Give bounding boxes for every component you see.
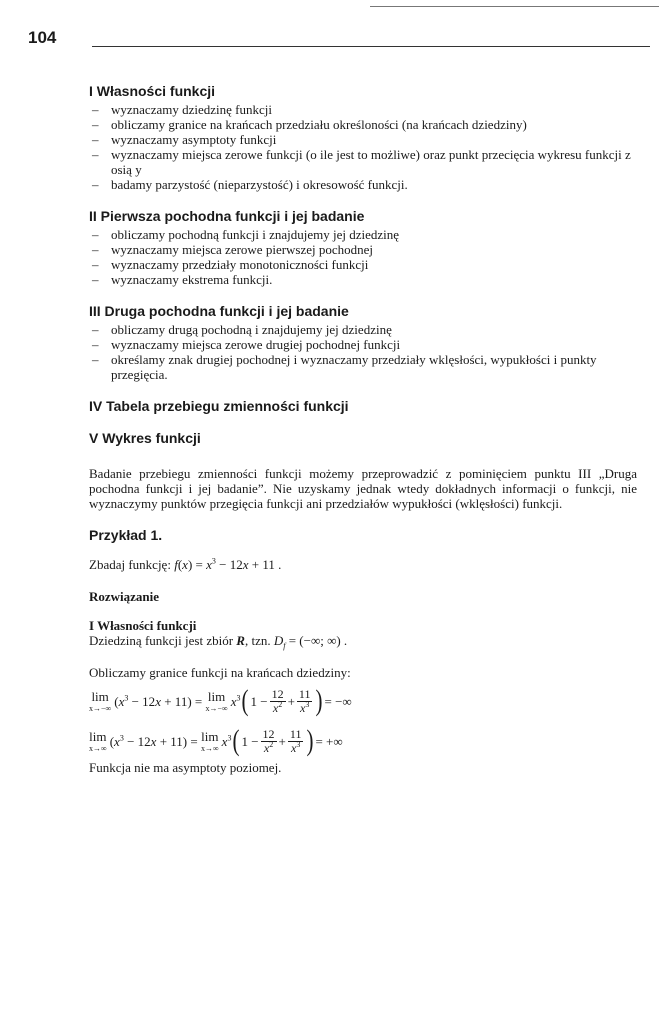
section-1-heading: I Własności funkcji [89, 83, 216, 99]
list-item: – wyznaczamy asymptoty funkcji [89, 132, 637, 147]
solution-subheading: I Własności funkcji [89, 618, 197, 633]
lim-operator: lim x→∞ [89, 728, 107, 753]
list-item: – wyznaczamy dziedzinę funkcji [89, 102, 637, 117]
note-paragraph: Badanie przebiegu zmienności funkcji możemy przeprowadzić z pominięciem punktu III „Druga pochodna funkcji i jej badanie”. Nie uzyskamy jednak wtedy dokładnych informacji o funkcji, nie wyznaczymy punktów przegięcia funkcji ani przedziałów wypukłości (wklęsłości) funkcji. [89, 466, 637, 511]
list-item: – wyznaczamy przedziały monotoniczności funkcji [89, 257, 637, 272]
example-heading: Przykład 1. [89, 527, 163, 543]
section-2-heading: II Pierwsza pochodna funkcji i jej badanie [89, 208, 365, 224]
list-item: – obliczamy drugą pochodną i znajdujemy jej dziedzinę [89, 322, 637, 337]
list-item: – wyznaczamy miejsca zerowe pierwszej pochodnej [89, 242, 637, 257]
fraction: $\frac{11}{x^3}$ [298, 686, 311, 715]
list-item: – określamy znak drugiej pochodnej i wyznaczamy przedziały wklęsłości, wypukłości i punkty przegięcia. [89, 352, 637, 382]
lim-operator: lim x→∞ [200, 728, 219, 753]
page-number: 104 [28, 28, 57, 47]
section-1-list [89, 102, 637, 192]
section-3-heading: III Druga pochodna funkcji i jej badanie [89, 303, 349, 319]
domain-set: R [236, 633, 245, 648]
list-item: – obliczamy granice na krańcach przedziału określoności (na krańcach dziedziny) [89, 117, 637, 132]
list-item: – wyznaczamy miejsca zerowe drugiej pochodnej funkcji [89, 337, 637, 352]
section-5-heading: V Wykres funkcji [89, 430, 201, 446]
domain-tzn: , tzn. [244, 633, 271, 648]
conclusion: Funkcja nie ma asymptoty poziomej. [89, 760, 282, 775]
section-3-list [89, 322, 637, 382]
limit-2-equation: lim x→∞ $(x^3 - 12x + 11)$ = lim x→∞ $x^3$ ( 1 − $\frac{12}{x^2}$ + $\frac{11}{x^3}$ ) = +∞ [89, 724, 343, 757]
limits-intro: Obliczamy granice funkcji na krańcach dziedziny: [89, 665, 351, 680]
solution-label: Rozwiązanie [89, 589, 160, 604]
fraction: $\frac{12}{x^2}$ [271, 686, 284, 715]
page-content [89, 84, 637, 775]
limit-1-result: = −∞ [324, 693, 352, 709]
domain-text: Dziedziną funkcji jest zbiór [89, 633, 234, 648]
task-text: Zbadaj funkcję: [89, 557, 171, 572]
list-item: – badamy parzystość (nieparzystość) i okresowość funkcji. [89, 177, 637, 192]
lim-operator: lim x→−∞ [89, 688, 112, 713]
domain-formula: $D_f$ = (−∞; ∞) . [273, 633, 348, 651]
list-item: – wyznaczamy ekstrema funkcji. [89, 272, 637, 287]
top-edge-rule [370, 6, 659, 7]
list-item: – wyznaczamy miejsca zerowe funkcji (o ile jest to możliwe) oraz punkt przecięcia wykresu funkcji z osią y [89, 147, 637, 177]
lim-operator: lim x→−∞ [205, 688, 228, 713]
task-formula: $f(x) = x^3 - 12x + 11$ . [174, 556, 282, 572]
fraction: $\frac{12}{x^2}$ [262, 726, 275, 755]
section-4-heading: IV Tabela przebiegu zmienności funkcji [89, 398, 349, 414]
limit-1-equation: lim x→−∞ $(x^3 - 12x + 11)$ = lim x→−∞ $x^3$ ( 1 − $\frac{12}{x^2}$ + $\frac{11}{x^3}$ ) = −∞ [89, 684, 352, 717]
list-item: – obliczamy pochodną funkcji i znajdujemy jej dziedzinę [89, 227, 637, 242]
limit-2-result: = +∞ [315, 733, 343, 749]
example-task [89, 557, 637, 572]
domain-line [89, 633, 637, 651]
section-2-list [89, 227, 637, 287]
header-rule [92, 46, 650, 47]
fraction: $\frac{11}{x^3}$ [289, 726, 302, 755]
